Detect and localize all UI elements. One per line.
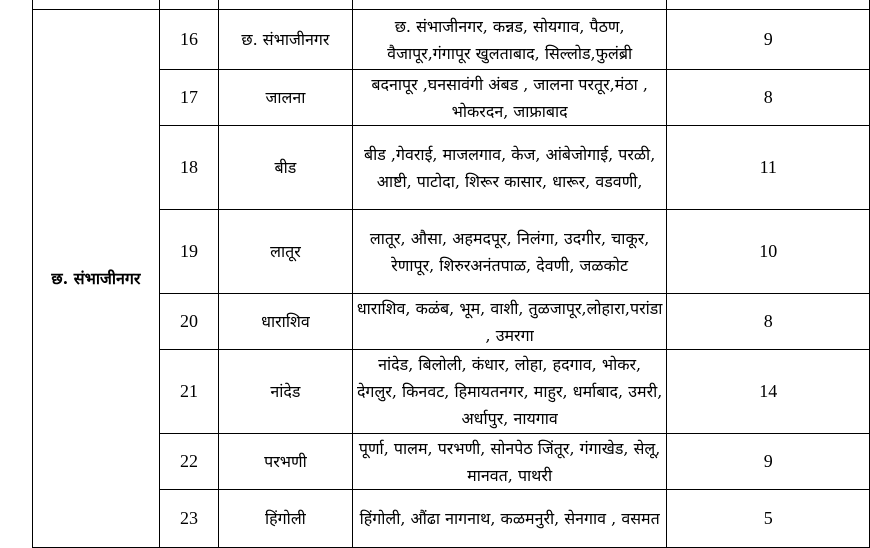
serial-number: 16 [159, 10, 218, 70]
taluka-count: 8 [667, 70, 870, 126]
taluka-count: 9 [667, 10, 870, 70]
taluka-count: 14 [667, 350, 870, 434]
serial-number: 20 [159, 294, 218, 350]
serial-number: 21 [159, 350, 218, 434]
taluka-count: 5 [667, 490, 870, 548]
district-name: बीड [219, 126, 353, 210]
district-name: जालना [219, 70, 353, 126]
table-row [33, 0, 870, 10]
district-name: धाराशिव [219, 294, 353, 350]
serial-number: 23 [159, 490, 218, 548]
district-table [32, 0, 870, 548]
serial-number: 22 [159, 434, 218, 490]
taluka-list: धाराशिव, कळंब, भूम, वाशी, तुळजापूर,लोहारा,परांडा , उमरगा [352, 294, 667, 350]
taluka-list: लातूर, औसा, अहमदपूर, निलंगा, उदगीर, चाकूर, रेणापूर, शिरुरअनंतपाळ, देवणी, जळकोट [352, 210, 667, 294]
serial-number: 19 [159, 210, 218, 294]
region-name: छ. संभाजीनगर [33, 10, 160, 548]
taluka-list: बदनापूर ,घनसावंगी अंबड , जालना परतूर,मंठा , भोकरदन, जाफ्राबाद [352, 70, 667, 126]
taluka-list: हिंगोली, औंढा नागनाथ, कळमनुरी, सेनगाव , वसमत [352, 490, 667, 548]
district-name: लातूर [219, 210, 353, 294]
taluka-count: 11 [667, 126, 870, 210]
taluka-list: नांदेड, बिलोली, कंधार, लोहा, हदगाव, भोकर, देगलुर, किनवट, हिमायतनगर, माहुर, धर्माबाद, उमरी, अर्धापुर, नायगाव [352, 350, 667, 434]
serial-number: 17 [159, 70, 218, 126]
taluka-count: 9 [667, 434, 870, 490]
serial-number: 18 [159, 126, 218, 210]
taluka-list: बीड ,गेवराई, माजलगाव, केज, आंबेजोगाई, परळी, आष्टी, पाटोदा, शिरूर कासार, धारूर, वडवणी, [352, 126, 667, 210]
taluka-list: पूर्णा, पालम, परभणी, सोनपेठ जिंतूर, गंगाखेड, सेलू, मानवत, पाथरी [352, 434, 667, 490]
district-name: परभणी [219, 434, 353, 490]
district-name: छ. संभाजीनगर [219, 10, 353, 70]
taluka-count: 10 [667, 210, 870, 294]
table-row [33, 10, 870, 70]
taluka-count: 8 [667, 294, 870, 350]
district-name: नांदेड [219, 350, 353, 434]
district-name: हिंगोली [219, 490, 353, 548]
taluka-list: छ. संभाजीनगर, कन्नड, सोयगाव, पैठण, वैजापूर,गंगापूर खुलताबाद, सिल्लोड,फुलंब्री [352, 10, 667, 70]
